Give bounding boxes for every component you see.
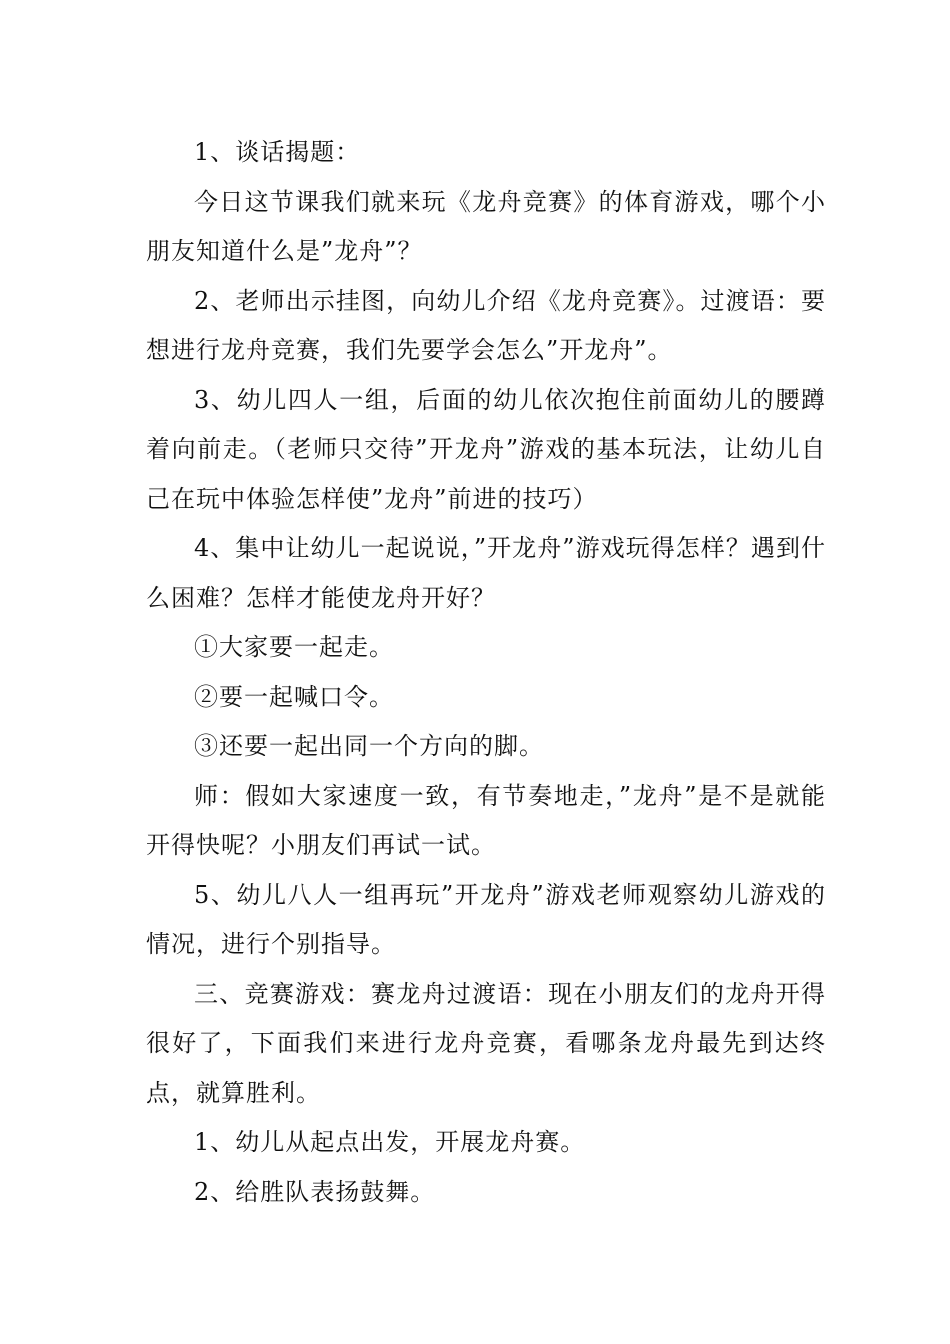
paragraph-show-picture: 2、老师出示挂图，向幼儿介绍《龙舟竞赛》。过渡语：要想进行龙舟竞赛，我们先要学会怎么”开龙舟”。 xyxy=(146,286,826,364)
paragraph-praise-winners: 2、给胜队表扬鼓舞。 xyxy=(194,1177,436,1206)
paragraph-talk-intro: 1、谈话揭题： xyxy=(194,138,361,166)
document-body xyxy=(146,128,826,1217)
paragraph-point-1: ①大家要一起走。 xyxy=(194,633,394,661)
paragraph-game-question: 今日这节课我们就来玩《龙舟竞赛》的体育游戏，哪个小朋友知道什么是”龙舟”？ xyxy=(146,187,826,265)
paragraph-point-3: ③还要一起出同一个方向的脚。 xyxy=(194,732,544,760)
paragraph-discussion: 4、集中让幼儿一起说说，”开龙舟”游戏玩得怎样？遇到什么困难？怎样才能使龙舟开好？ xyxy=(146,534,826,612)
paragraph-teacher-prompt: 师：假如大家速度一致，有节奏地走，”龙舟”是不是就能开得快呢？小朋友们再试一试。 xyxy=(146,781,826,859)
paragraph-competition: 三、竞赛游戏：赛龙舟过渡语：现在小朋友们的龙舟开得很好了，下面我们来进行龙舟竞赛，看哪条龙舟最先到达终点，就算胜利。 xyxy=(146,979,826,1107)
paragraph-point-2: ②要一起喊口令。 xyxy=(194,682,394,711)
paragraph-start-race: 1、幼儿从起点出发，开展龙舟赛。 xyxy=(194,1128,586,1156)
paragraph-group-of-four: 3、幼儿四人一组，后面的幼儿依次抱住前面幼儿的腰蹲着向前走。（老师只交待”开龙舟”游戏的基本玩法，让幼儿自己在玩中体验怎样使”龙舟”前进的技巧） xyxy=(146,385,826,513)
paragraph-group-of-eight: 5、幼儿八人一组再玩”开龙舟”游戏老师观察幼儿游戏的情况，进行个别指导。 xyxy=(146,880,826,958)
